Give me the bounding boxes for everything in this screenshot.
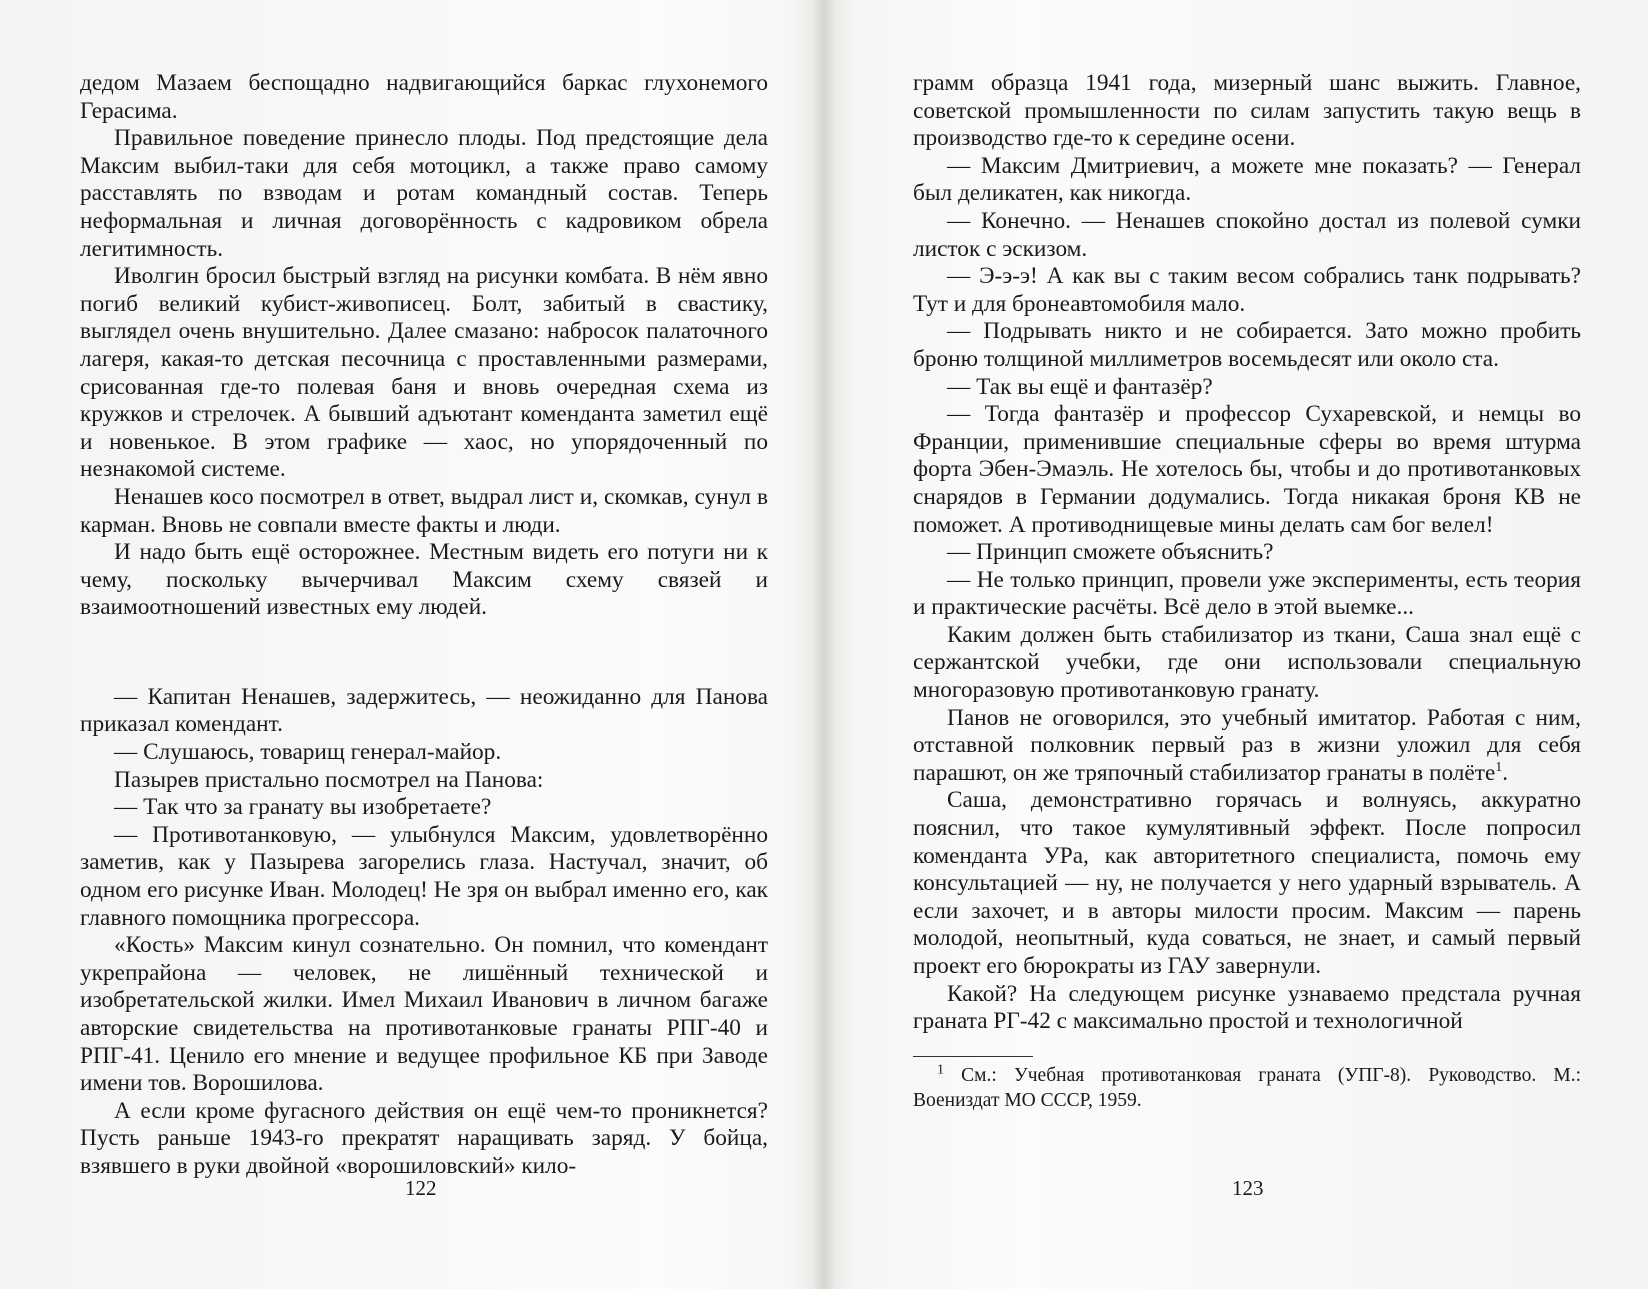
footnote-reference[interactable]: 1 — [1495, 760, 1503, 776]
book-gutter — [812, 0, 836, 1289]
right-page — [913, 70, 1581, 1113]
paragraph: — Тогда фантазёр и профессор Сухаревской, и немцы во Франции, применившие специальные сферы во время штурма форта Эбен-Эмаэль. Не хотелось бы, чтобы и до противотанковых снарядов в Германии додумались. Тогда никакая броня КВ не поможет. А противоднищевые мины делать сам бог велел! — [913, 401, 1581, 538]
footnote-text: См.: Учебная противотанковая граната (УПГ-8). Руководство. М.: Воениздат МО СССР, 1959. — [913, 1064, 1581, 1111]
paragraph-text: Панов не оговорился, это учебный имитатор. Работая с ним, отставной полковник первый раз в жизни уложил для себя парашют, он же тряпочный стабилизатор гранаты в полёте — [913, 704, 1581, 786]
paragraph: — Подрывать никто и не собирается. Зато можно пробить броню толщиной миллиметров восемьдесят или около ста. — [913, 318, 1581, 372]
paragraph: — Максим Дмитриевич, а можете мне показать? — Генерал был деликатен, как никогда. — [913, 152, 1581, 207]
paragraph: Правильное поведение принесло плоды. Под предстоящие дела Максим выбил-таки для себя мотоцикл, а также право самому расставлять по взводам и ротам командный состав. Теперь неформальная и личная договорённость с кадровиком обрела легитимность. — [80, 125, 768, 262]
paragraph: «Кость» Максим кинул сознательно. Он помнил, что комендант укрепрайона — человек, не лишённый технической и изобретательской жилки. Имел Михаил Иванович в личном багаже авторские свидетельства на противотанковые гранаты РПГ-40 и РПГ-41. Ценило его мнение и ведущее профильное КБ при Заводе имени тов. Ворошилова. — [80, 932, 768, 1097]
page-number-left: 122 — [405, 1176, 437, 1200]
paragraph: Иволгин бросил быстрый взгляд на рисунки комбата. В нём явно погиб великий кубист-живописец. Болт, забитый в свастику, выглядел очень внушительно. Далее смазано: набросок палаточного лагеря, какая-то детская песочница с проставленными размерами, срисованная где-то полевая баня и вновь очередная схема из кружков и стрелочек. А бывший адъютант коменданта заметил ещё и новенькое. В этом графике — хаос, но упорядоченный по незнакомой системе. — [80, 263, 768, 483]
paragraph: Какой? На следующем рисунке узнаваемо предстала ручная граната РГ-42 с максимально простой и технологичной — [913, 980, 1581, 1035]
paragraph: — Э-э-э! А как вы с таким весом собрались танк подрывать? Тут и для бронеавтомобиля мало. — [913, 263, 1581, 317]
paragraph: Саша, демонстративно горячась и волнуясь, аккуратно пояснил, что такое кумулятивный эффект. После попросил коменданта УРа, как авторитетного специалиста, помочь ему консультацией — ну, не получается у него ударный взрыватель. А если захочет, и в авторы милости просим. Максим — парень молодой, неопытный, куда соваться, не знает, и самый первый проект его бюрократы из ГАУ завернули. — [913, 787, 1581, 979]
paragraph: — Так что за гранату вы изобретаете? — [114, 794, 492, 821]
paragraph: — Так вы ещё и фантазёр? — [947, 373, 1213, 400]
paragraph: дедом Мазаем беспощадно надвигающийся баркас глухонемого Герасима. — [80, 70, 768, 124]
paragraph: Ненашев косо посмотрел в ответ, выдрал лист и, скомкав, сунул в карман. Вновь не совпали вместе факты и люди. — [80, 483, 768, 538]
paragraph: Каким должен быть стабилизатор из ткани, Саша знал ещё с сержантской учебки, где они использовали специальную многоразовую противотанковую гранату. — [913, 621, 1581, 704]
paragraph: — Принцип сможете объяснить? — [947, 539, 1274, 566]
page-number-right: 123 — [1232, 1176, 1264, 1200]
paragraph-with-footnote: Панов не оговорился, это учебный имитатор. Работая с ним, отставной полковник первый раз в жизни уложил для себя парашют, он же тряпочный стабилизатор гранаты в полёте$^1$. — [913, 704, 1581, 786]
paragraph: Пазырев пристально посмотрел на Панова: — [114, 766, 544, 793]
paragraph: — Противотанковую, — улыбнулся Максим, удовлетворённо заметив, как у Пазырева загорелись глаза. Настучал, значит, об одном его рисунке Иван. Молодец! Не зря он выбрал именно его, как главного помощника прогрессора. — [80, 821, 768, 931]
footnote-marker: 1 — [937, 1062, 944, 1078]
left-page — [80, 70, 768, 1181]
footnote — [913, 1063, 1581, 1113]
paragraph: грамм образца 1941 года, мизерный шанс выжить. Главное, советской промышленности по силам запустить такую вещь в производство где-то к середине осени. — [913, 70, 1581, 152]
paragraph: А если кроме фугасного действия он ещё чем-то проникнется? Пусть раньше 1943-го прекратят наращивать заряд. У бойца, взявшего в руки двойной «ворошиловский» кило- — [80, 1097, 768, 1179]
paragraph: И надо быть ещё осторожнее. Местным видеть его потуги ни к чему, поскольку вычерчивал Максим схему связей и взаимоотношений известных ему людей. — [80, 539, 768, 621]
paragraph: — Не только принцип, провели уже эксперименты, есть теория и практические расчёты. Всё дело в этой выемке... — [913, 566, 1581, 621]
paragraph: — Капитан Ненашев, задержитесь, — неожиданно для Панова приказал комендант. — [80, 683, 768, 738]
footnote-divider — [913, 1056, 1033, 1057]
paragraph: — Слушаюсь, товарищ генерал-майор. — [114, 739, 502, 766]
paragraph: — Конечно. — Ненашев спокойно достал из полевой сумки листок с эскизом. — [913, 207, 1581, 262]
